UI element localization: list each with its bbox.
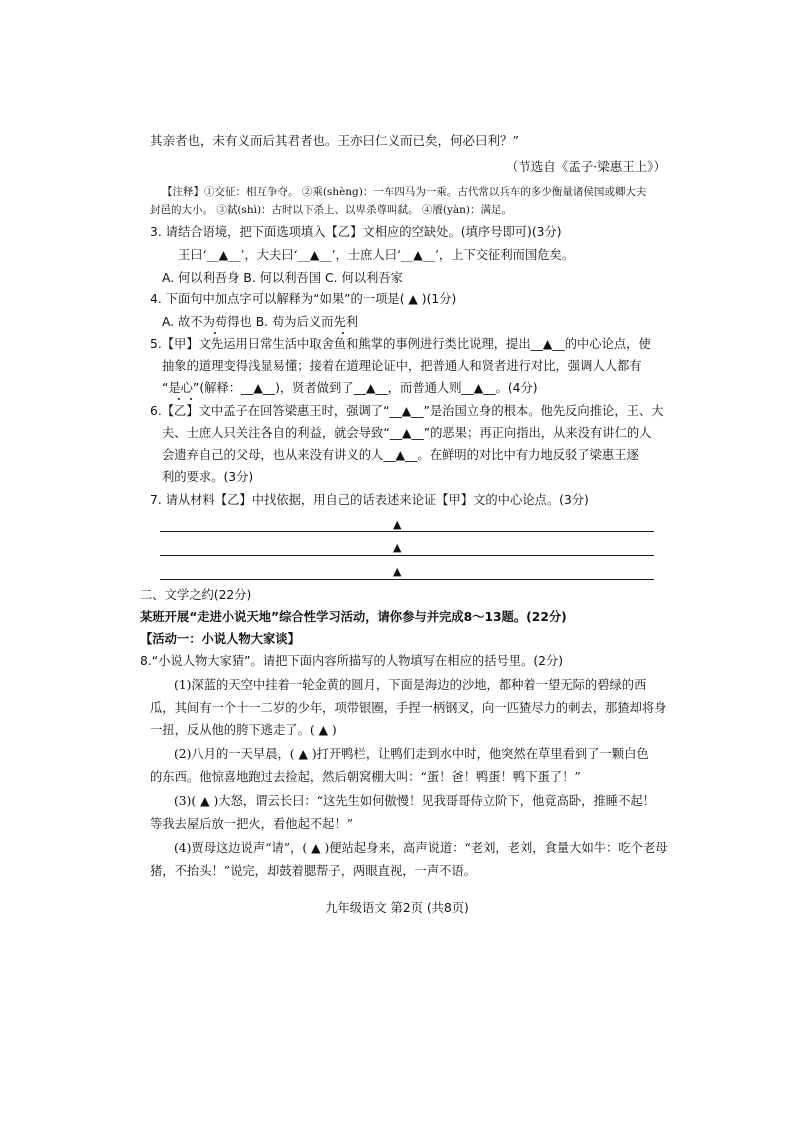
question-5-line: “是心”(解释：__▲__)，贤者做到了__▲__，而普通人则__▲__。(4分) (162, 381, 538, 395)
paragraph-line: 瓜，其间有一个十一二岁的少年，项带银圈，手捏一柄钢叉，向一匹猹尽力的刺去，那猹却将身 (150, 701, 667, 715)
question-7-stem: 7. 请从材料【乙】中找依据，用自己的话表述来论证【甲】文的中心论点。(3分) (150, 493, 589, 507)
question-8-stem: 8.“小说人物大家猜”。请把下面内容所描写的人物填写在相应的括号里。(2分) (140, 654, 564, 668)
answer-line[interactable] (160, 531, 654, 532)
question-4-options: A. 故不为苟得也 B. 苟为后义而先利 (162, 315, 359, 329)
passage-line: 其亲者也，未有义而后其君者也。王亦曰仁义而已矣，何必曰利？” (150, 133, 519, 148)
answer-line[interactable] (160, 579, 654, 580)
paragraph-line: (4)贾母这边说声“请”，( ▲ )便站起身来，高声说道：“老刘，老刘，食量大如牛：吃个老母 (174, 841, 668, 855)
paragraph-line: 一扭，反从他的胯下逃走了。( ▲ ) (150, 723, 337, 737)
question-4-stem: 4. 下面句中加点字可以解释为“如果”的一项是( ▲ )(1分) (150, 292, 457, 306)
answer-line[interactable] (160, 555, 654, 556)
question-5-line: 5.【甲】文先运用日常生活中取舍鱼和熊掌的事例进行类比说理，提出__▲__的中心论点，使 (150, 337, 651, 351)
paragraph-line: 的东西。他惊喜地跑过去捡起，然后朝窝棚大叫：“蛋！爸！鸭蛋！鸭下蛋了！” (150, 770, 581, 784)
question-3-options: A. 何以利吾身 B. 何以利吾国 C. 何以利吾家 (162, 271, 403, 285)
annotation-line: 【注释】①交征：相互争夺。 ②乘(shèng)：一车四马为一乘。古代常以兵车的多少衡量诸侯国或卿大夫 (162, 186, 647, 198)
activity-title: 【活动一：小说人物大家谈】 (140, 632, 300, 646)
question-6-line: 6.【乙】文中孟子在回答梁惠王时，强调了“__▲__”是治国立身的根本。他先反向推论，王、大 (150, 404, 664, 418)
emphasis-dot (190, 398, 192, 400)
question-3-sentence: 王曰‘__▲__’，大夫曰‘__▲__’，士庶人曰‘__▲__’，上下交征利而国危矣。 (178, 248, 575, 262)
passage-source: （节选自《孟子·梁惠王上》） (505, 159, 666, 174)
section-intro: 某班开展“走进小说天地”综合性学习活动，请你参与并完成8～13题。(22分) (140, 610, 567, 624)
paragraph-line: (2)八月的一天早晨，( ▲ )打开鸭栏，让鸭们走到水中时，他突然在草里看到了一颗白色 (174, 747, 649, 761)
paragraph-line: 等我去屋后放一把火，看他起不起！” (150, 817, 354, 831)
question-5-line: 抽象的道理变得浅显易懂；接着在道理论证中，把普通人和贤者进行对比，强调人人都有 (162, 359, 642, 373)
question-3-stem: 3. 请结合语境，把下面选项填入【乙】文相应的空缺处。(填序号即可)(3分) (150, 225, 562, 239)
annotation-line: 封邑的大小。 ③弑(shì)：古时以下杀上、以卑杀尊叫弑。 ④餍(yàn)：满足。 (150, 204, 513, 216)
paragraph-line: (3)( ▲ )大怒，谓云长曰：“这先生如何傲慢！见我哥哥侍立阶下，他竟高卧，推睡不起！ (174, 794, 655, 808)
question-6-line: 夫、士庶人只关注各自的利益，就会导致“__▲__”的恶果；再正向指出，从来没有讲仁的人 (162, 426, 652, 440)
paragraph-line: 猪，不抬头！”说完，却鼓着腮帮子，两眼直视，一声不语。 (150, 864, 477, 878)
answer-mark: ▲ (393, 518, 402, 531)
paragraph-line: (1)深蓝的天空中挂着一轮金黄的圆月，下面是海边的沙地，都种着一望无际的碧绿的西 (174, 678, 647, 692)
answer-mark: ▲ (393, 565, 402, 578)
section-title: 二、文学之约(22分) (140, 588, 252, 602)
question-6-line: 会遗弃自己的父母，也从来没有讲义的人__▲__。在鲜明的对比中有力地反驳了梁惠王逐 (162, 448, 639, 462)
question-6-line: 利的要求。(3分) (162, 470, 254, 484)
page-footer: 九年级语文 第2页 (共8页) (325, 901, 469, 915)
emphasis-dot (178, 398, 180, 400)
answer-mark: ▲ (393, 541, 402, 554)
